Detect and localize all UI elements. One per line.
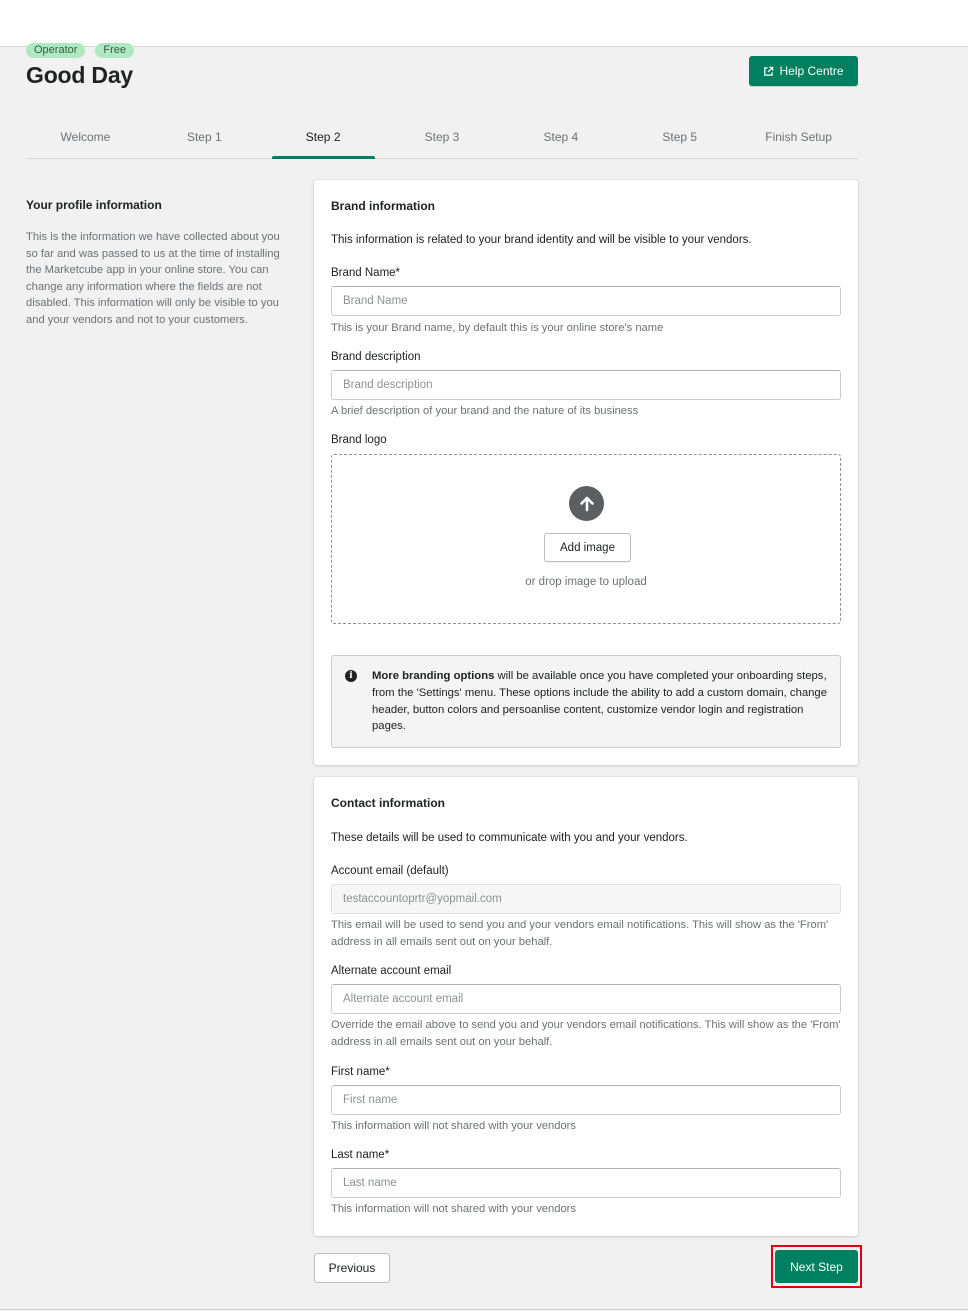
tab-step-5[interactable]: Step 5 xyxy=(662,130,698,144)
alternate-email-help: Override the email above to send you and your vendors email notifications. This will show as the 'From' address in all emails sent out on your behalf. xyxy=(331,1019,841,1048)
tab-welcome[interactable]: Welcome xyxy=(60,130,111,144)
tab-step-4[interactable]: Step 4 xyxy=(543,130,579,144)
top-bar xyxy=(0,0,968,47)
tab-finish-setup[interactable]: Finish Setup xyxy=(765,130,832,144)
card-title: Contact information xyxy=(331,796,445,810)
banner-bold-text: More branding options xyxy=(372,670,495,682)
tab-step-1[interactable]: Step 1 xyxy=(186,130,222,144)
section-title: Your profile information xyxy=(26,198,162,212)
brand-name-label: Brand Name* xyxy=(331,267,401,279)
account-email-help: This email will be used to send you and your vendors email notifications. This will show as the 'From' address in all emails sent out on your behalf. xyxy=(331,919,829,948)
card-description: This information is related to your brand identity and will be visible to your vendors. xyxy=(331,234,752,246)
banner-body-text: will be available once you have completed your onboarding steps, from the 'Settings' menu. These options include the ability to add a custom domain, change header, button colors and persoanlise content, customize vendor login and registration pages. xyxy=(372,670,827,733)
previous-button[interactable]: Previous xyxy=(314,1253,390,1283)
drop-hint: or drop image to upload xyxy=(525,576,647,588)
last-name-input[interactable] xyxy=(331,1168,841,1198)
plan-badges xyxy=(26,43,134,58)
brand-description-label: Brand description xyxy=(331,351,421,363)
alternate-email-label: Alternate account email xyxy=(331,965,452,977)
brand-description-input[interactable] xyxy=(331,370,841,400)
tab-step-2[interactable]: Step 2 xyxy=(264,118,383,158)
banner-message xyxy=(372,668,832,735)
account-email-input xyxy=(331,884,841,914)
first-name-label: First name* xyxy=(331,1066,390,1078)
last-name-label: Last name* xyxy=(331,1149,390,1161)
brand-information-card xyxy=(314,180,858,765)
role-badge: Operator xyxy=(26,43,85,58)
branding-info-banner xyxy=(331,655,841,748)
info-icon: i xyxy=(345,670,357,682)
page-title: Good Day xyxy=(26,62,134,88)
next-step-button[interactable]: Next Step xyxy=(775,1250,858,1283)
contact-information-card xyxy=(314,777,858,1236)
section-description: This is the information we have collected about you so far and was passed to us at the time of installing the Marketcube app in your online store. You can change any information where the fields are not disabled. This information will only be visible to you and your vendors and not to your customers. xyxy=(26,231,280,326)
add-image-button[interactable]: Add image xyxy=(544,533,631,562)
brand-name-input[interactable] xyxy=(331,286,841,316)
help-centre-label: Help Centre xyxy=(779,64,844,78)
account-email-label: Account email (default) xyxy=(331,865,449,877)
last-name-help: This information will not shared with your vendors xyxy=(331,1203,576,1215)
brand-logo-label: Brand logo xyxy=(331,434,387,446)
brand-description-help: A brief description of your brand and the nature of its business xyxy=(331,405,639,417)
help-centre-button[interactable] xyxy=(749,56,858,86)
upload-arrow-icon xyxy=(569,486,604,521)
first-name-input[interactable] xyxy=(331,1085,841,1115)
onboarding-steps-tabs xyxy=(26,118,858,159)
profile-info-sidebar xyxy=(26,198,288,329)
external-link-icon xyxy=(763,66,774,77)
card-description: These details will be used to communicate with you and your vendors. xyxy=(331,832,688,844)
plan-badge: Free xyxy=(95,43,134,58)
card-title: Brand information xyxy=(331,199,435,213)
alternate-email-input[interactable] xyxy=(331,984,841,1014)
divider xyxy=(0,1309,968,1310)
brand-name-help: This is your Brand name, by default this is your online store's name xyxy=(331,322,664,334)
first-name-help: This information will not shared with your vendors xyxy=(331,1120,576,1132)
brand-logo-dropzone[interactable] xyxy=(331,454,841,624)
tab-step-3[interactable]: Step 3 xyxy=(424,130,460,144)
